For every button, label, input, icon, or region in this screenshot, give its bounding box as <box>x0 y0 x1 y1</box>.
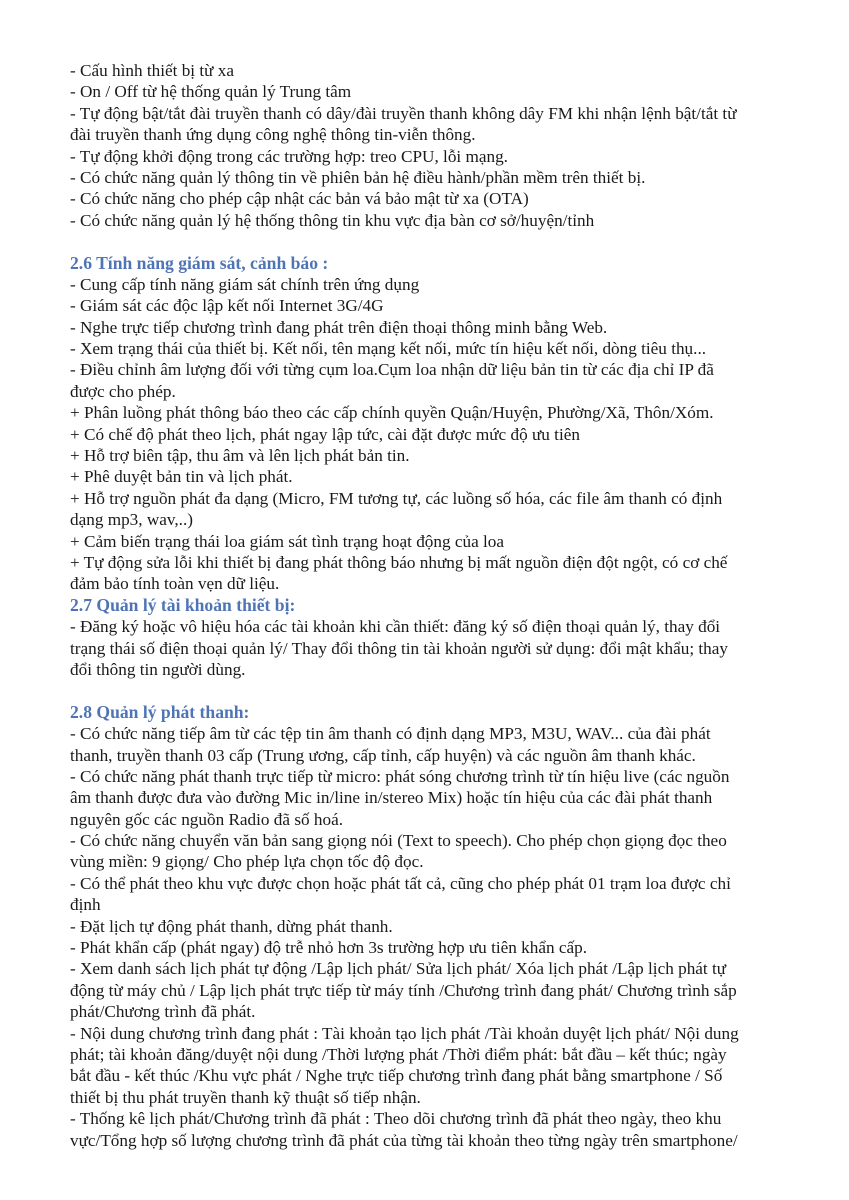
list-item: - Phát khẩn cấp (phát ngay) độ trễ nhỏ hơn 3s trường hợp ưu tiên khẩn cấp. <box>70 938 588 958</box>
list-item: - Nghe trực tiếp chương trình đang phát trên điện thoại thông minh bằng Web. <box>70 317 608 337</box>
list-item: + Cảm biến trạng thái loa giám sát tình trạng hoạt động của loa <box>70 531 505 551</box>
list-item-continuation: đài truyền thanh ứng dụng công nghệ thông tin-viễn thông. <box>70 125 476 145</box>
blank-line <box>70 680 800 701</box>
section-2-6 <box>70 253 800 595</box>
list-item: - Có chức năng tiếp âm từ các tệp tin âm thanh có định dạng MP3, M3U, WAV... của đài phát <box>70 724 711 744</box>
list-item: + Phê duyệt bản tin và lịch phát. <box>70 467 293 487</box>
list-item: - Tự động bật/tắt đài truyền thanh có dây/đài truyền thanh không dây FM khi nhận lệnh bật/tắt từ <box>70 103 737 123</box>
list-item: + Có chế độ phát theo lịch, phát ngay lập tức, cài đặt được mức độ ưu tiên <box>70 424 580 444</box>
list-item: - Có thể phát theo khu vực được chọn hoặc phát tất cả, cũng cho phép phát 01 trạm loa được chỉ <box>70 873 731 893</box>
section-2-7 <box>70 595 800 681</box>
list-item: - Xem trạng thái của thiết bị. Kết nối, tên mạng kết nối, mức tín hiệu kết nối, dòng tiêu thụ... <box>70 339 707 359</box>
list-item: - Giám sát các độc lập kết nối Internet 3G/4G <box>70 296 384 316</box>
list-item: - On / Off từ hệ thống quản lý Trung tâm <box>70 82 352 102</box>
list-item-continuation: động từ máy chủ / Lập lịch phát trực tiếp từ máy tính /Chương trình đang phát/ Chương trình sắp <box>70 980 737 1000</box>
blank-line <box>70 231 800 252</box>
list-item-continuation: trạng thái số điện thoại quản lý/ Thay đổi thông tin tài khoản người sử dụng: đổi mật khẩu; thay <box>70 638 729 658</box>
list-item-continuation: nguyên gốc các nguồn Radio đã số hoá. <box>70 809 344 829</box>
list-item: - Có chức năng phát thanh trực tiếp từ micro: phát sóng chương trình từ tín hiệu live (các nguồn <box>70 766 730 786</box>
list-item-continuation: đổi thông tin người dùng. <box>70 659 246 679</box>
list-item-continuation: vùng miền: 9 giọng/ Cho phép lựa chọn tốc độ đọc. <box>70 852 424 872</box>
section-2-8 <box>70 702 800 1151</box>
list-item: - Đặt lịch tự động phát thanh, dừng phát thanh. <box>70 916 393 936</box>
list-item-continuation: âm thanh được đưa vào đường Mic in/line in/stereo Mix) hoặc tín hiệu của các đài phát thanh <box>70 788 713 808</box>
section-heading: 2.6 Tính năng giám sát, cảnh báo : <box>70 252 329 273</box>
list-item: - Có chức năng quản lý hệ thống thông tin khu vực địa bàn cơ sở/huyện/tỉnh <box>70 210 595 230</box>
list-item: + Tự động sửa lỗi khi thiết bị đang phát thông báo nhưng bị mất nguồn điện đột ngột, có cơ chế <box>70 552 728 572</box>
list-item: - Thống kê lịch phát/Chương trình đã phát : Theo dõi chương trình đã phát theo ngày, theo khu <box>70 1109 722 1129</box>
list-item: - Xem danh sách lịch phát tự động /Lập lịch phát/ Sửa lịch phát/ Xóa lịch phát /Lập lịch phát tự <box>70 959 727 979</box>
list-item: - Cấu hình thiết bị từ xa <box>70 61 234 80</box>
list-item: - Đăng ký hoặc vô hiệu hóa các tài khoản khi cần thiết: đăng ký số điện thoại quản lý, thay đổi <box>70 617 721 637</box>
list-item: + Hỗ trợ nguồn phát đa dạng (Micro, FM tương tự, các luồng số hóa, các file âm thanh có định <box>70 488 723 508</box>
list-item: + Hỗ trợ biên tập, thu âm và lên lịch phát bản tin. <box>70 446 410 466</box>
section-heading: 2.8 Quản lý phát thanh: <box>70 701 250 722</box>
list-item: - Có chức năng cho phép cập nhật các bản vá bảo mật từ xa (OTA) <box>70 189 529 209</box>
list-item-continuation: thiết bị thu phát truyền thanh kỹ thuật số tiếp nhận. <box>70 1087 421 1107</box>
section-heading: 2.7 Quản lý tài khoản thiết bị: <box>70 594 296 615</box>
list-item: - Nội dung chương trình đang phát : Tài khoản tạo lịch phát /Tài khoản duyệt lịch phát/ Nội dung <box>70 1023 739 1043</box>
section-2-5-tail <box>70 60 800 231</box>
list-item-continuation: vực/Tổng hợp số lượng chương trình đã phát của từng tài khoản theo từng ngày trên smartphone/ <box>70 1130 738 1150</box>
list-item: + Phân luồng phát thông báo theo các cấp chính quyền Quận/Huyện, Phường/Xã, Thôn/Xóm. <box>70 403 714 423</box>
list-item-continuation: dạng mp3, wav,..) <box>70 510 193 530</box>
list-item-continuation: thanh, truyền thanh 03 cấp (Trung ương, cấp tỉnh, cấp huyện) và các nguồn âm thanh khác. <box>70 745 696 765</box>
list-item: - Cung cấp tính năng giám sát chính trên ứng dụng <box>70 274 420 294</box>
document-page <box>70 60 800 1151</box>
list-item-continuation: phát/Chương trình đã phát. <box>70 1002 256 1022</box>
list-item-continuation: đảm bảo tính toàn vẹn dữ liệu. <box>70 574 280 594</box>
list-item: - Điều chỉnh âm lượng đối với từng cụm loa.Cụm loa nhận dữ liệu bản tin từ các địa chỉ IP đã <box>70 360 714 380</box>
list-item: - Có chức năng quản lý thông tin về phiên bản hệ điều hành/phần mềm trên thiết bị. <box>70 167 646 187</box>
list-item: - Có chức năng chuyển văn bản sang giọng nói (Text to speech). Cho phép chọn giọng đọc theo <box>70 831 727 851</box>
list-item-continuation: phát; tài khoản đăng/duyệt nội dung /Thời lượng phát /Thời điểm phát: bắt đầu – kết thúc; ngày <box>70 1044 727 1064</box>
list-item: - Tự động khởi động trong các trường hợp: treo CPU, lỗi mạng. <box>70 146 508 166</box>
list-item-continuation: bắt đầu - kết thúc /Khu vực phát / Nghe trực tiếp chương trình đang phát bằng smartphone / Số <box>70 1066 723 1086</box>
list-item-continuation: định <box>70 895 101 915</box>
list-item-continuation: được cho phép. <box>70 381 176 401</box>
